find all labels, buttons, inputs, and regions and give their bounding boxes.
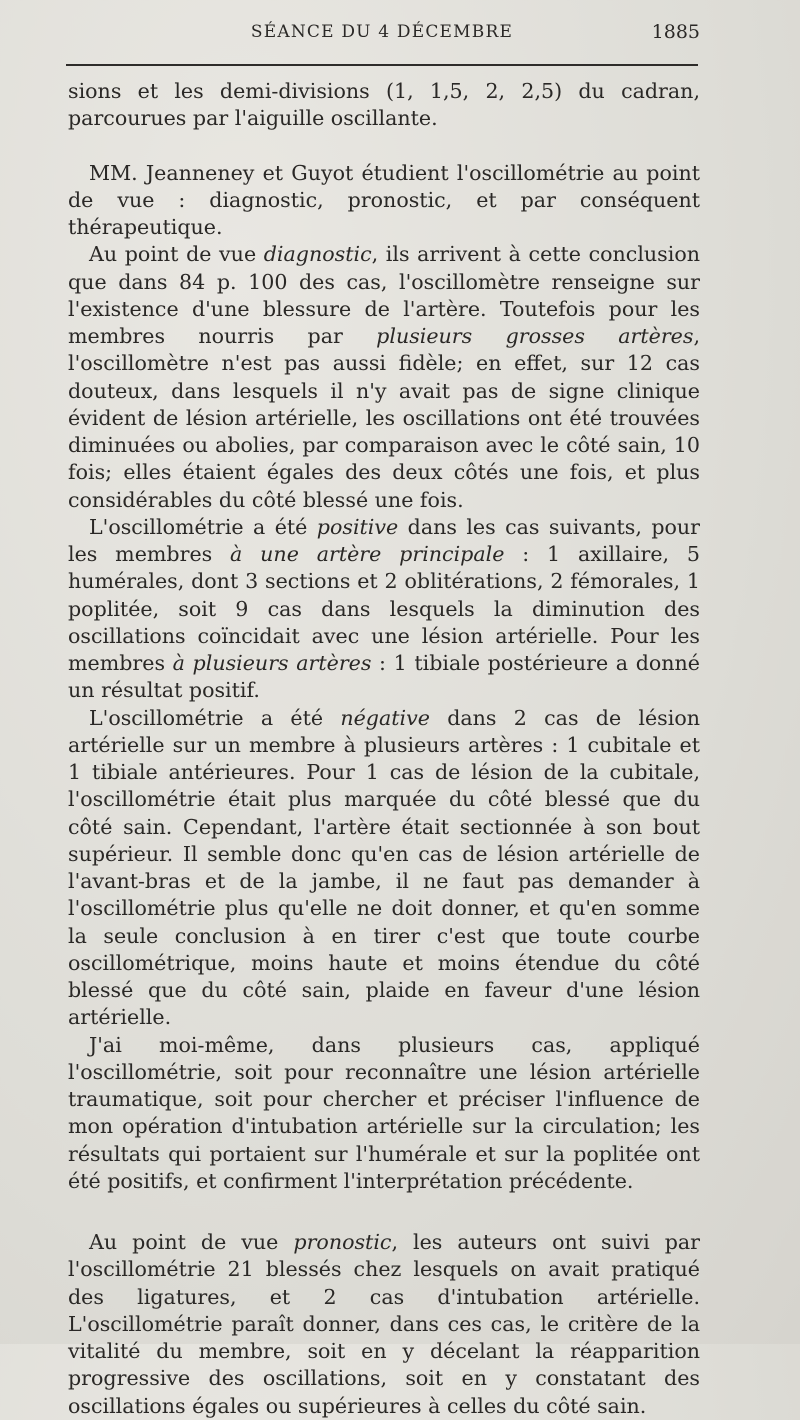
paragraph-5	[68, 705, 700, 1032]
p3-italic-2: plusieurs grosses artères	[376, 324, 694, 348]
p4-text-3: : 1 axillaire, 5 humérales, dont 3 sections et 2 oblitérations, 2 fémorales, 1 poplitée, soit 9 cas dans lesquels la diminution des oscillations coïncidait avec une lésion artérielle. Pour les membres	[68, 542, 700, 675]
p3-italic-1: diagnostic	[263, 242, 372, 267]
header-rule	[66, 64, 698, 66]
p4-italic-3: à plusieurs artères	[172, 651, 372, 675]
paragraph-6	[68, 1032, 700, 1196]
paragraph-4	[68, 514, 700, 705]
running-title: SÉANCE DU 4 DÉCEMBRE	[250, 22, 514, 42]
body-text	[68, 78, 700, 1420]
paragraph-7	[68, 1229, 700, 1420]
paragraph-1	[68, 78, 700, 133]
p6-text: J'ai moi-même, dans plusieurs cas, appliqué l'oscillométrie, soit pour reconnaître une lésion artérielle traumatique, soit pour chercher et préciser l'influence de mon opération d'intubation artérielle sur la circulation; les résultats qui portaient sur l'humérale et sur la poplitée ont été positifs, et confirment l'interprétation précédente.	[68, 1032, 700, 1193]
p3-text-2: , ils arrivent à cette conclusion que dans 84 p. 100 des cas, l'oscillomètre renseigne sur l'existence d'une blessure de l'artère. Toutefois pour les membres nourris par	[68, 242, 700, 348]
p3-text-3: , l'oscillomètre n'est pas aussi fidèle; en effet, sur 12 cas douteux, dans lesquels il n'y avait pas de signe clinique évident de lésion artérielle, les oscillations ont été trouvées diminuées ou abolies, par comparaison avec le côté sain, 10 fois; elles étaient égales des deux côtés une fois, et plus considérables du côté blessé une fois.	[68, 324, 700, 512]
p5-italic-1: négative	[340, 705, 430, 730]
paragraph-3	[68, 241, 700, 514]
page-number: 1885	[651, 21, 700, 43]
p5-text-1: L'oscillométrie a été	[89, 705, 341, 730]
p1-text: sions et les demi-divisions (1, 1,5, 2, 2,5) du cadran, parcourues par l'aiguille oscillante.	[68, 79, 700, 131]
p4-text-2: dans les cas suivants, pour les membres	[68, 514, 701, 566]
page-header	[64, 18, 700, 48]
p3-text-1: Au point de vue	[89, 242, 264, 267]
p7-text-2: , les auteurs ont suivi par l'oscillométrie 21 blessés chez lesquels on avait pratiqué des ligatures, et 2 cas d'intubation artérielle. L'oscillométrie paraît donner, dans ces cas, le critère de la vitalité du membre, soit en y décelant la réapparition progressive des oscillations, soit en y constatant des oscillations égales ou supérieures à celles du côté sain.	[68, 1230, 701, 1418]
paragraph-2	[68, 160, 700, 242]
p4-text-1: L'oscillométrie a été	[89, 514, 317, 539]
p7-text-1: Au point de vue	[89, 1230, 294, 1254]
p4-italic-1: positive	[316, 514, 399, 539]
p4-italic-2: à une artère principale	[230, 542, 505, 566]
p5-text-2: dans 2 cas de lésion artérielle sur un membre à plusieurs artères : 1 cubitale et 1 tibiale antérieures. Pour 1 cas de lésion de la cubitale, l'oscillométrie était plus marquée du côté blessé que du côté sain. Cependant, l'artère était sectionnée à son bout supérieur. Il semble donc qu'en cas de lésion artérielle de l'avant-bras et de la jambe, il ne faut pas demander à l'oscillométrie plus qu'elle ne doit donner, et qu'en somme la seule conclusion à en tirer c'est que toute courbe oscillométrique, moins haute et moins étendue du côté blessé que du côté sain, plaide en faveur d'une lésion artérielle.	[68, 705, 700, 1030]
p4-text-4: : 1 tibiale postérieure a donné un résultat positif.	[68, 651, 700, 703]
p7-italic-1: pronostic	[293, 1230, 392, 1254]
p2-text: MM. Jeanneney et Guyot étudient l'oscillométrie au point de vue : diagnostic, pronostic, et par conséquent thérapeutique.	[68, 160, 700, 239]
